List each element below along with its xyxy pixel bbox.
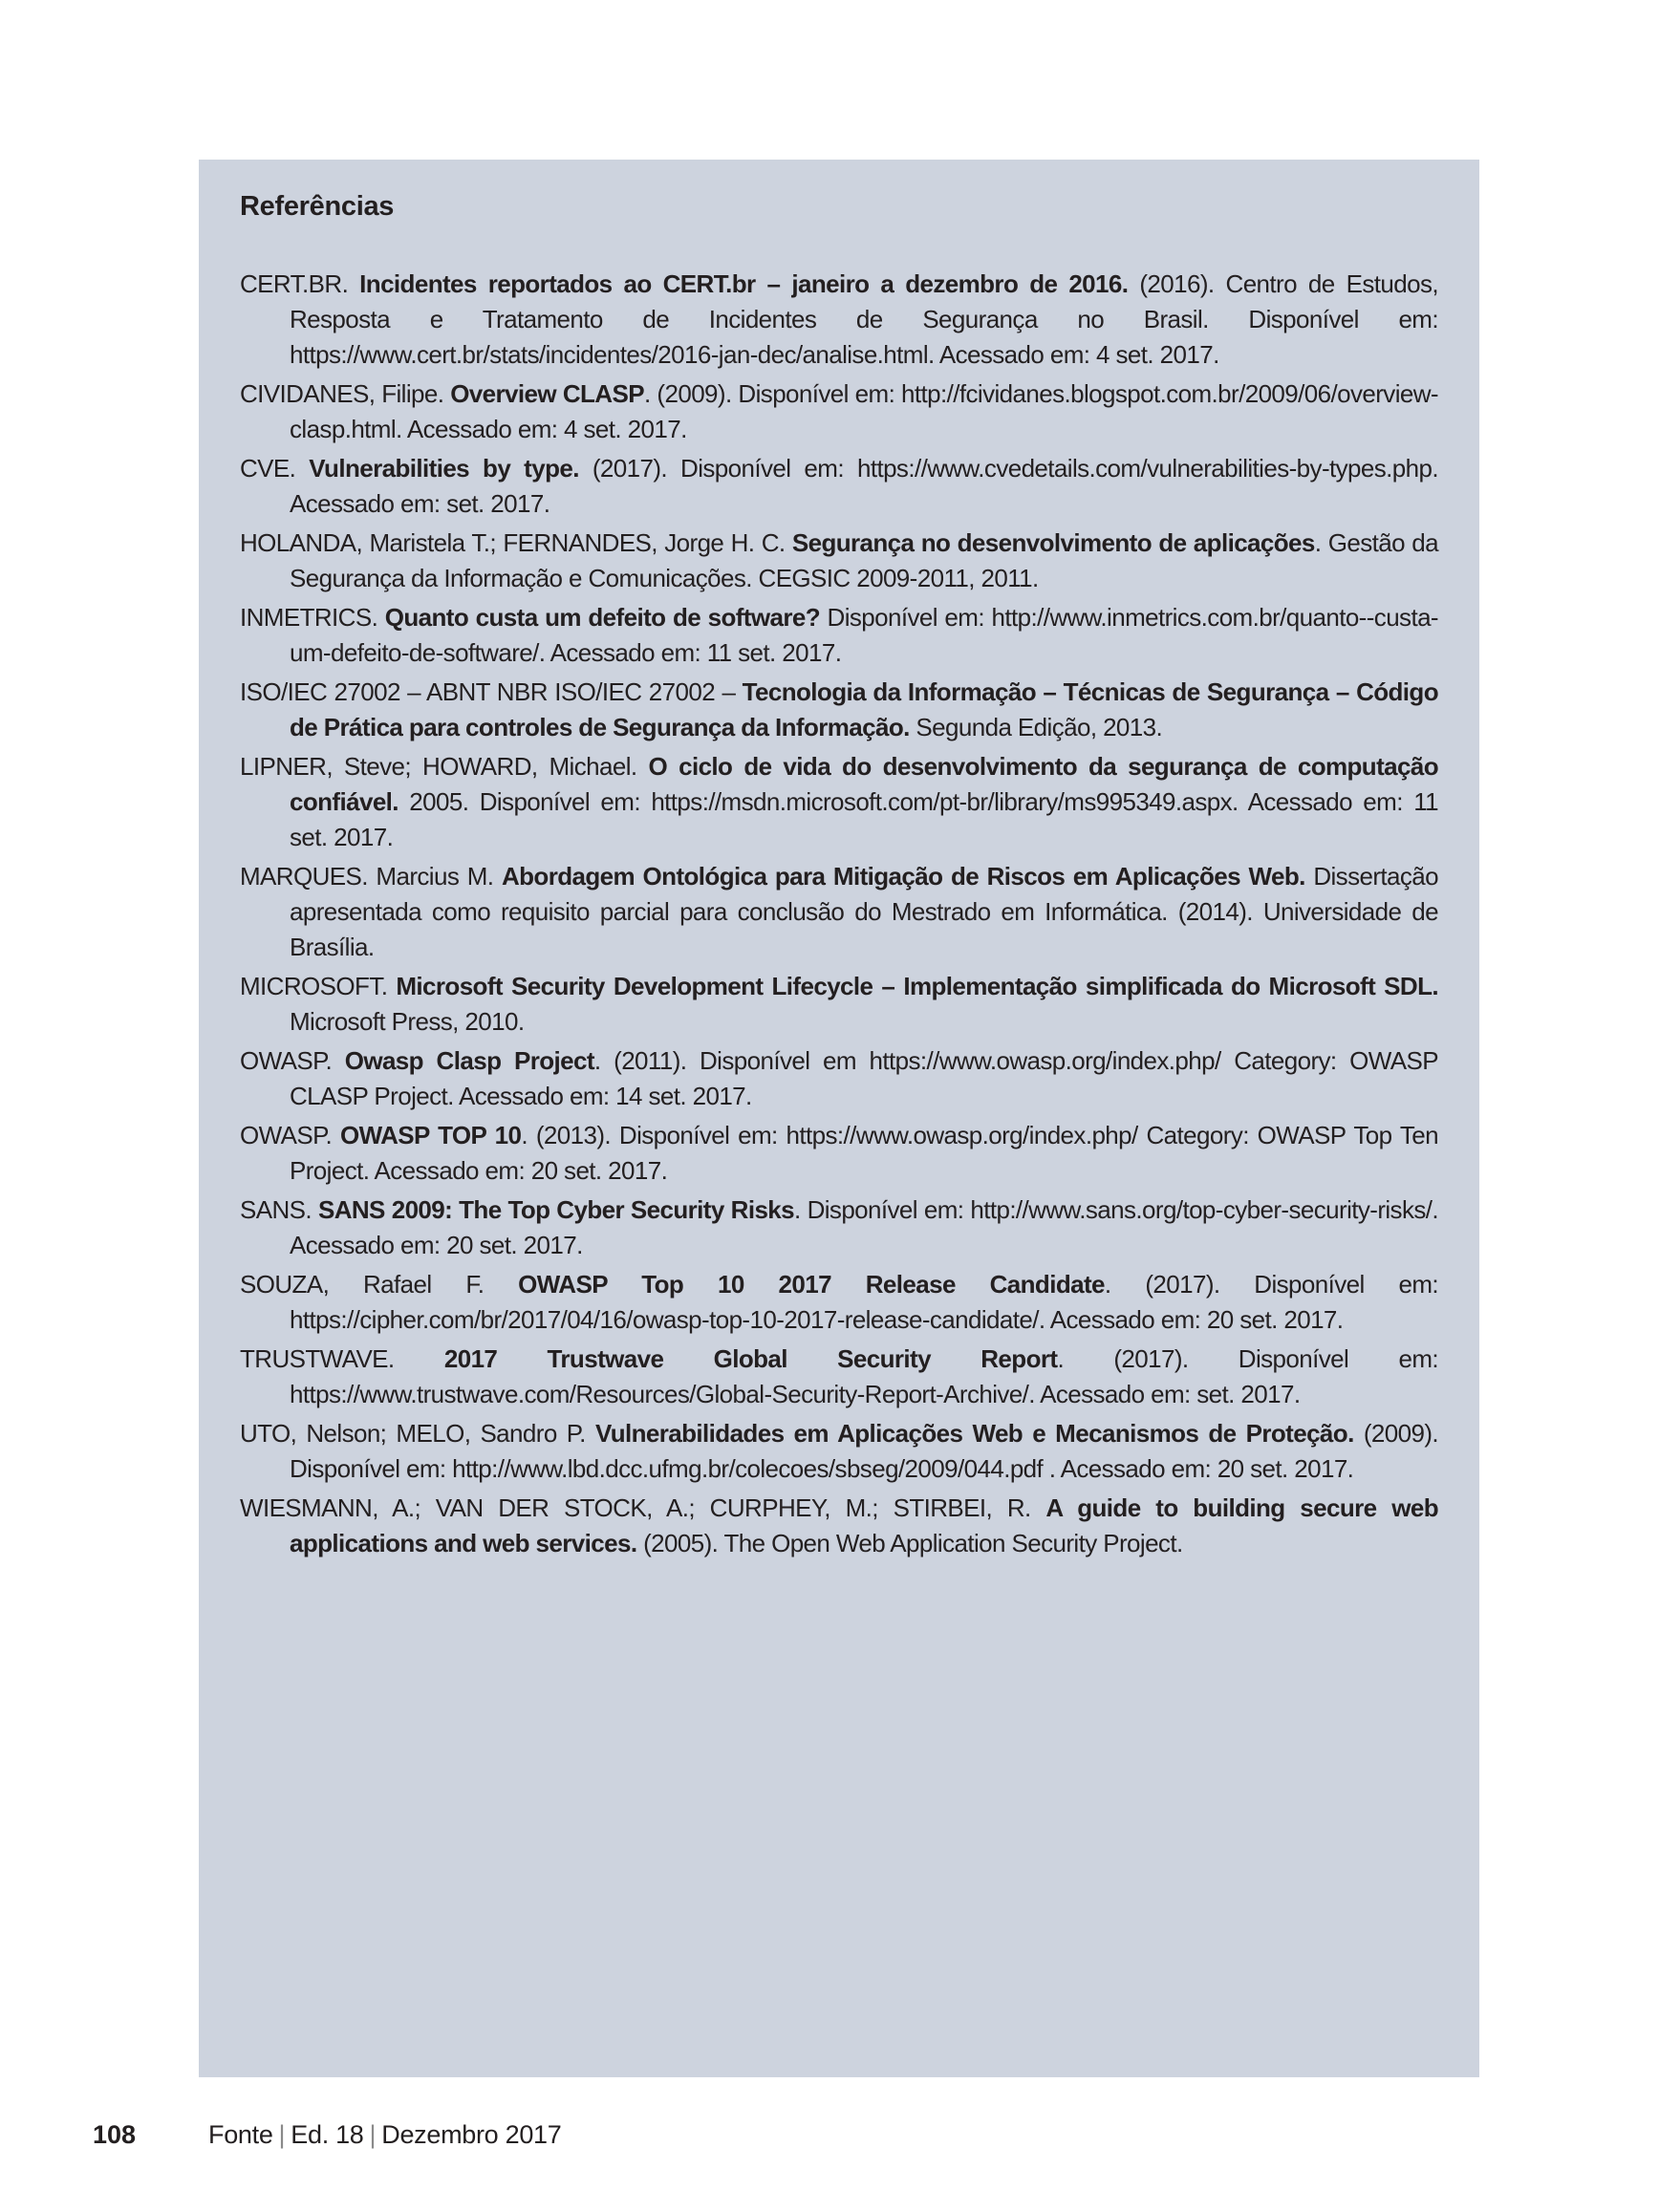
reference-title: Vulnerabilidades em Aplicações Web e Mecanismos de Proteção. xyxy=(594,1419,1354,1448)
reference-details: Disponível em: http://www.inmetrics.com.br/quanto--custa-um-defeito-de-software/. Acessado em: 11 set. 2017. xyxy=(290,603,1438,667)
reference-details: 2005. Disponível em: https://msdn.microsoft.com/pt-br/library/ms995349.aspx. Acessado em: 11 set. 2017. xyxy=(290,787,1438,851)
reference-authors: ISO/IEC 27002 – ABNT NBR ISO/IEC 27002 – xyxy=(240,677,743,706)
reference-authors: INMETRICS. xyxy=(240,603,385,632)
reference-item xyxy=(240,267,1438,373)
reference-item xyxy=(240,1118,1438,1189)
reference-authors: WIESMANN, A.; VAN DER STOCK, A.; CURPHEY, M.; STIRBEI, R. xyxy=(240,1493,1046,1522)
reference-title: Overview CLASP xyxy=(450,379,644,408)
reference-item xyxy=(240,1342,1438,1412)
reference-authors: LIPNER, Steve; HOWARD, Michael. xyxy=(240,752,649,781)
reference-details: . Gestão da Segurança da Informação e Comunicações. CEGSIC 2009-2011, 2011. xyxy=(290,528,1439,592)
reference-details: (2009). Disponível em: http://www.lbd.dcc.ufmg.br/colecoes/sbseg/2009/044.pdf . Acessado em: 20 set. 2017. xyxy=(290,1419,1438,1483)
reference-title: Segurança no desenvolvimento de aplicações xyxy=(791,528,1315,557)
reference-title: 2017 Trustwave Global Security Report xyxy=(443,1344,1058,1373)
reference-item xyxy=(240,1491,1438,1561)
reference-authors: TRUSTWAVE. xyxy=(240,1344,444,1373)
magazine-name: Fonte xyxy=(208,2120,273,2149)
reference-details: Dissertação apresentada como requisito parcial para conclusão do Mestrado em Informática. (2014). Universidade de Brasília. xyxy=(290,862,1438,961)
reference-details: . (2017). Disponível em: https://cipher.com/br/2017/04/16/owasp-top-10-2017-release-candidate/. Acessado em: 20 set. 2017. xyxy=(290,1270,1439,1334)
reference-authors: CERT.BR. xyxy=(240,269,360,298)
reference-authors: MICROSOFT. xyxy=(240,972,397,1000)
reference-title: Quanto custa um defeito de software? xyxy=(384,603,820,632)
reference-authors: CVE. xyxy=(240,454,310,483)
reference-list xyxy=(240,267,1438,1565)
reference-item xyxy=(240,1192,1438,1263)
reference-item xyxy=(240,749,1438,855)
footer-separator: | xyxy=(369,2120,377,2149)
reference-title: Incidentes reportados ao CERT.br – janeiro a dezembro de 2016. xyxy=(359,269,1129,298)
reference-authors: MARQUES. Marcius M. xyxy=(240,862,502,891)
reference-item xyxy=(240,675,1438,745)
reference-authors: CIVIDANES, Filipe. xyxy=(240,379,451,408)
reference-item xyxy=(240,376,1438,447)
reference-item xyxy=(240,859,1438,965)
reference-authors: SANS. xyxy=(240,1195,318,1224)
reference-details: . (2017). Disponível em: https://www.trustwave.com/Resources/Global-Security-Report-Archive/. Acessado em: set. 2017. xyxy=(290,1344,1439,1408)
edition-date: Dezembro 2017 xyxy=(381,2120,562,2149)
reference-title: Owasp Clasp Project xyxy=(344,1046,594,1075)
reference-title: Microsoft Security Development Lifecycle – Implementação simplificada do Microsoft SDL. xyxy=(396,972,1438,1000)
reference-authors: HOLANDA, Maristela T.; FERNANDES, Jorge H. C. xyxy=(240,528,792,557)
reference-authors: OWASP. xyxy=(240,1121,340,1149)
reference-item xyxy=(240,451,1438,522)
page-number: 108 xyxy=(93,2120,137,2149)
reference-details: . (2009). Disponível em: http://fcividanes.blogspot.com.br/2009/06/overview-clasp.html. Acessado em: 4 set. 2017. xyxy=(290,379,1438,443)
reference-details: (2017). Disponível em: https://www.cvedetails.com/vulnerabilities-by-types.php. Acessado em: set. 2017. xyxy=(290,454,1438,518)
reference-authors: UTO, Nelson; MELO, Sandro P. xyxy=(240,1419,595,1448)
reference-item xyxy=(240,969,1438,1040)
references-heading: Referências xyxy=(240,191,395,222)
reference-details: Microsoft Press, 2010. xyxy=(290,1007,525,1036)
reference-item xyxy=(240,1416,1438,1487)
footer-separator: | xyxy=(278,2120,286,2149)
reference-item xyxy=(240,1043,1438,1114)
reference-details: . Disponível em: http://www.sans.org/top-cyber-security-risks/. Acessado em: 20 set. 2017. xyxy=(290,1195,1439,1259)
reference-title: OWASP TOP 10 xyxy=(339,1121,522,1149)
reference-title: OWASP Top 10 2017 Release Candidate xyxy=(518,1270,1105,1299)
footer-publication-info xyxy=(208,2120,561,2150)
reference-authors: SOUZA, Rafael F. xyxy=(240,1270,519,1299)
reference-title: Tecnologia da Informação – Técnicas de Segurança – Código de Prática para controles de Segurança da Informação. xyxy=(290,677,1438,741)
reference-title: Abordagem Ontológica para Mitigação de Riscos em Aplicações Web. xyxy=(501,862,1305,891)
reference-details: Segunda Edição, 2013. xyxy=(909,713,1163,741)
reference-details: . (2013). Disponível em: https://www.owasp.org/index.php/ Category: OWASP Top Ten Project. Acessado em: 20 set. 2017. xyxy=(290,1121,1439,1185)
edition-number: Ed. 18 xyxy=(291,2120,364,2149)
reference-title: A guide to building secure web applications and web services. xyxy=(290,1493,1438,1557)
reference-title: O ciclo de vida do desenvolvimento da segurança de computação confiável. xyxy=(290,752,1438,816)
reference-details: (2016). Centro de Estudos, Resposta e Tratamento de Incidentes de Segurança no Brasil. Disponível em: https://www.cert.br/stats/incidentes/2016-jan-dec/analise.html. Acessado em: 4 set. 2017. xyxy=(290,269,1438,369)
reference-item xyxy=(240,526,1438,596)
reference-item xyxy=(240,600,1438,671)
reference-title: SANS 2009: The Top Cyber Security Risks xyxy=(317,1195,795,1224)
reference-details: . (2011). Disponível em https://www.owasp.org/index.php/ Category: OWASP CLASP Project. Acessado em: 14 set. 2017. xyxy=(290,1046,1438,1110)
reference-authors: OWASP. xyxy=(240,1046,345,1075)
reference-details: (2005). The Open Web Application Security Project. xyxy=(636,1529,1183,1557)
reference-item xyxy=(240,1267,1438,1338)
reference-title: Vulnerabilities by type. xyxy=(309,454,579,483)
